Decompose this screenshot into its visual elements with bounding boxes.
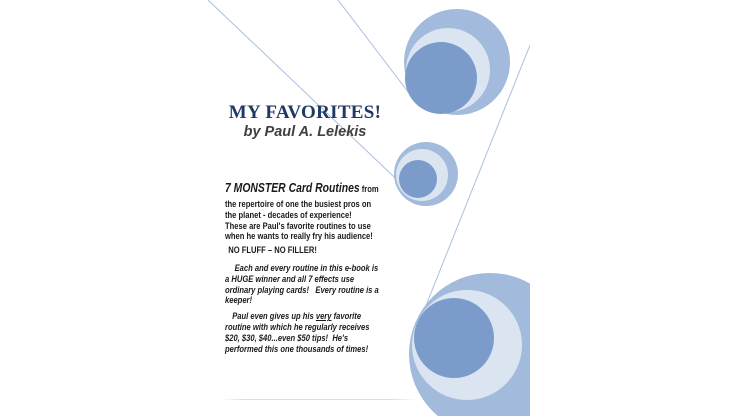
description-line: $20, $30, $40...even $50 tips! He's [225, 332, 349, 344]
description-line: These are Paul's favorite routines to use [225, 220, 371, 232]
description-line: Each and every routine in this e-book is [234, 262, 379, 274]
diagonal-line-left [208, 0, 412, 194]
description-line: the planet - decades of experience! [225, 209, 352, 221]
description-line: keeper! [225, 295, 253, 307]
p3-line1-underlined: very [315, 311, 332, 323]
description-line: the repertoire of one the busiest pros on [225, 199, 372, 210]
bottom-divider [221, 399, 417, 400]
description-line: performed this one thousands of times! [225, 343, 369, 355]
description-line: when he wants to really fry his audience! [225, 231, 373, 243]
description-line: routine with which he regularly receives [225, 321, 370, 333]
description-line: ordinary playing cards! Every routine is a [225, 284, 379, 296]
description-line: a HUGE winner and all 7 effects use [225, 273, 355, 285]
decorative-circle-top-inner [405, 42, 477, 114]
cover-description [225, 180, 433, 355]
ebook-cover [185, 0, 530, 416]
diagonal-line-top [338, 0, 415, 101]
p3-line1-post: favorite [331, 311, 362, 323]
book-author: by Paul A. Lelekis [243, 124, 367, 140]
slogan-line: NO FLUFF – NO FILLER! [228, 245, 317, 257]
cover-heading [205, 102, 405, 141]
lead-suffix: from [359, 184, 379, 195]
lead-emphasis: 7 MONSTER Card Routines [225, 180, 360, 195]
description-lead [225, 180, 433, 198]
p3-line1-pre: Paul even gives up his [232, 311, 316, 323]
book-title: MY FAVORITES! [228, 102, 382, 123]
